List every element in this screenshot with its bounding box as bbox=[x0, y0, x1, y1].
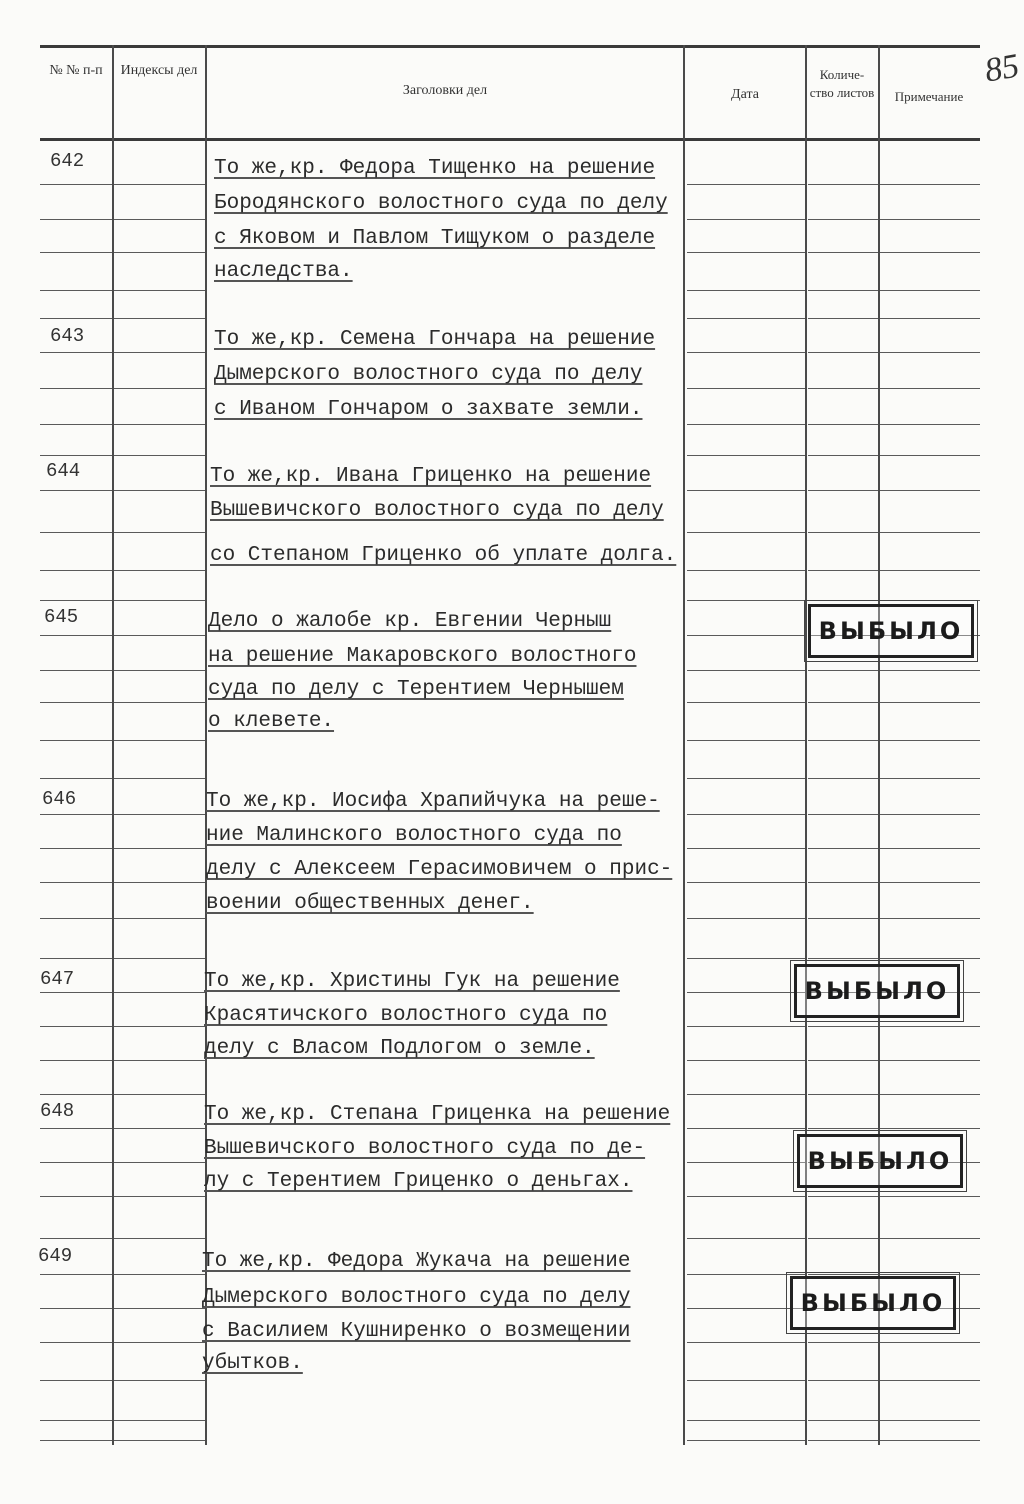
ruling-line bbox=[687, 1420, 805, 1421]
entry-line: То же,кр. Семена Гончара на решение bbox=[214, 328, 656, 351]
ruling-line bbox=[40, 1380, 112, 1381]
ruling-line bbox=[687, 635, 805, 636]
ruling-line bbox=[808, 882, 878, 883]
row-number: 649 bbox=[38, 1245, 73, 1267]
ruling-line bbox=[687, 219, 805, 220]
ruling-line bbox=[114, 958, 205, 959]
ruling-line bbox=[880, 958, 980, 959]
entry-line: с Иваном Гончаром о захвате земли. bbox=[214, 398, 643, 421]
ruling-line bbox=[808, 918, 878, 919]
ruling-line bbox=[40, 455, 112, 456]
ruling-line bbox=[808, 318, 878, 319]
ruling-line bbox=[687, 702, 805, 703]
ruling-line bbox=[114, 1128, 205, 1129]
ruling-line bbox=[114, 570, 205, 571]
ruling-line bbox=[808, 1274, 878, 1275]
ruling-line bbox=[687, 252, 805, 253]
ruling-line bbox=[880, 1128, 980, 1129]
ruling-line bbox=[40, 424, 112, 425]
ruling-line bbox=[687, 1238, 805, 1239]
ruling-line bbox=[808, 184, 878, 185]
ruling-line bbox=[880, 388, 980, 389]
ruling-line bbox=[40, 352, 112, 353]
ruling-line bbox=[114, 992, 205, 993]
ruling-line bbox=[40, 1162, 112, 1163]
ruling-line bbox=[808, 1196, 878, 1197]
ruling-line bbox=[40, 1238, 112, 1239]
ruling-line bbox=[808, 352, 878, 353]
ruling-line bbox=[114, 532, 205, 533]
ruling-line bbox=[687, 1308, 805, 1309]
entry-line: с Василием Кушниренко о возмещении bbox=[202, 1320, 631, 1343]
column-divider bbox=[683, 45, 685, 1445]
ruling-line bbox=[880, 702, 980, 703]
column-divider bbox=[805, 45, 807, 1445]
ruling-line bbox=[40, 848, 112, 849]
row-number: 648 bbox=[40, 1100, 75, 1122]
ruling-line bbox=[40, 1308, 112, 1309]
ruling-line bbox=[40, 1342, 112, 1343]
ruling-line bbox=[40, 1026, 112, 1027]
ruling-line bbox=[687, 352, 805, 353]
ruling-line bbox=[880, 1026, 980, 1027]
ruling-line bbox=[40, 814, 112, 815]
ruling-line bbox=[114, 778, 205, 779]
ruling-line bbox=[40, 570, 112, 571]
ruling-line bbox=[40, 600, 112, 601]
ruling-line bbox=[40, 918, 112, 919]
ruling-line bbox=[808, 1420, 878, 1421]
ruling-line bbox=[808, 1238, 878, 1239]
ruling-line bbox=[808, 570, 878, 571]
header-title: Заголовки дел bbox=[402, 83, 488, 98]
entry-line: Вышевичского волостного суда по делу bbox=[210, 499, 664, 522]
entry-line: с Яковом и Павлом Тищуком о разделе bbox=[214, 227, 656, 250]
header-note: Примечание bbox=[894, 89, 964, 104]
page-number: 85 bbox=[981, 47, 1022, 90]
ruling-line bbox=[687, 388, 805, 389]
entry-line: лу с Терентием Гриценко о деньгах. bbox=[204, 1170, 633, 1193]
entry-line: наследства. bbox=[214, 260, 353, 283]
ruling-line bbox=[40, 532, 112, 533]
entry-line: делу с Алексеем Герасимовичем о прис- bbox=[206, 858, 673, 881]
ruling-line bbox=[114, 1094, 205, 1095]
ruling-line bbox=[808, 702, 878, 703]
ruling-line bbox=[40, 670, 112, 671]
ruling-line bbox=[880, 318, 980, 319]
ruling-line bbox=[114, 1060, 205, 1061]
ruling-line bbox=[880, 1420, 980, 1421]
entry-line: То же,кр. Иосифа Храпийчука на реше- bbox=[206, 790, 660, 813]
ruling-line bbox=[880, 1060, 980, 1061]
ruling-line bbox=[687, 490, 805, 491]
ruling-line bbox=[114, 702, 205, 703]
ruling-line bbox=[40, 252, 112, 253]
entry-line: воении общественных денег. bbox=[206, 892, 534, 915]
ruling-line bbox=[114, 848, 205, 849]
ruling-line bbox=[40, 318, 112, 319]
ruling-line bbox=[880, 1094, 980, 1095]
ruling-line bbox=[880, 848, 980, 849]
ruling-line bbox=[40, 1060, 112, 1061]
ruling-line bbox=[114, 455, 205, 456]
ruling-line bbox=[687, 814, 805, 815]
ruling-line bbox=[880, 1196, 980, 1197]
ruling-line bbox=[687, 424, 805, 425]
ruling-line bbox=[808, 219, 878, 220]
ruling-line bbox=[114, 918, 205, 919]
header-sheets: Количе- ство листов bbox=[809, 67, 875, 100]
ruling-line bbox=[808, 814, 878, 815]
header-index: Индексы дел bbox=[120, 63, 198, 78]
ruling-line bbox=[687, 1026, 805, 1027]
ruling-line bbox=[808, 1342, 878, 1343]
ruling-line bbox=[40, 740, 112, 741]
ruling-line bbox=[808, 1380, 878, 1381]
ruling-line bbox=[808, 490, 878, 491]
ruling-line bbox=[880, 532, 980, 533]
ruling-line bbox=[40, 290, 112, 291]
entry-line: Бородянского волостного суда по делу bbox=[214, 192, 668, 215]
row-number: 643 bbox=[50, 325, 85, 347]
row-number: 646 bbox=[42, 788, 77, 810]
ruling-line bbox=[687, 1274, 805, 1275]
ruling-line bbox=[114, 740, 205, 741]
entry-line: Дело о жалобе кр. Евгении Черныш bbox=[208, 610, 612, 633]
ruling-line bbox=[808, 290, 878, 291]
ruling-line bbox=[880, 600, 980, 601]
column-divider bbox=[205, 45, 207, 1445]
ruling-line bbox=[880, 219, 980, 220]
ruling-line bbox=[114, 1196, 205, 1197]
entry-line: убытков. bbox=[202, 1352, 303, 1375]
ruling-line bbox=[880, 290, 980, 291]
ruling-line bbox=[808, 1440, 878, 1441]
ruling-line bbox=[808, 1026, 878, 1027]
ruling-line bbox=[114, 1380, 205, 1381]
row-number: 647 bbox=[40, 968, 75, 990]
entry-line: Дымерского волостного суда по делу bbox=[214, 363, 643, 386]
ruling-line bbox=[114, 290, 205, 291]
ruling-line bbox=[808, 424, 878, 425]
ruling-line bbox=[114, 1238, 205, 1239]
header-date: Дата bbox=[731, 87, 759, 102]
ruling-line bbox=[40, 635, 112, 636]
ruling-line bbox=[808, 252, 878, 253]
row-number: 645 bbox=[44, 606, 79, 628]
withdrawn-stamp: ВЫБЫЛО bbox=[790, 1276, 956, 1330]
ruling-line bbox=[114, 814, 205, 815]
entry-line: со Степаном Гриценко об уплате долга. bbox=[210, 544, 677, 567]
ruling-line bbox=[880, 570, 980, 571]
ruling-line bbox=[114, 219, 205, 220]
ruling-line bbox=[808, 532, 878, 533]
ruling-line bbox=[40, 882, 112, 883]
ruling-line bbox=[114, 424, 205, 425]
ruling-line bbox=[880, 184, 980, 185]
header-num: № № п-п bbox=[49, 63, 103, 78]
ruling-line bbox=[40, 1420, 112, 1421]
ruling-line bbox=[880, 424, 980, 425]
ruling-line bbox=[114, 318, 205, 319]
ruling-line bbox=[687, 532, 805, 533]
ruling-line bbox=[40, 778, 112, 779]
entry-line: То же,кр. Ивана Гриценко на решение bbox=[210, 465, 652, 488]
entry-line: То же,кр. Степана Гриценка на решение bbox=[204, 1103, 671, 1126]
ruling-line bbox=[40, 1196, 112, 1197]
ruling-line bbox=[880, 352, 980, 353]
ruling-line bbox=[40, 388, 112, 389]
ruling-line bbox=[114, 882, 205, 883]
ruling-line bbox=[687, 992, 805, 993]
ruling-line bbox=[40, 1274, 112, 1275]
entry-line: То же,кр. Федора Жукача на решение bbox=[202, 1250, 631, 1273]
ruling-line bbox=[687, 570, 805, 571]
ruling-line bbox=[114, 1274, 205, 1275]
ruling-line bbox=[880, 778, 980, 779]
ruling-line bbox=[687, 290, 805, 291]
ruling-line bbox=[808, 1094, 878, 1095]
row-number: 644 bbox=[46, 460, 81, 482]
entry-line: о клевете. bbox=[208, 710, 335, 733]
ruling-line bbox=[687, 1342, 805, 1343]
ruling-line bbox=[880, 1342, 980, 1343]
ruling-line bbox=[40, 219, 112, 220]
ruling-line bbox=[880, 740, 980, 741]
ruling-line bbox=[808, 778, 878, 779]
entry-line: Дымерского волостного суда по делу bbox=[202, 1286, 631, 1309]
ruling-line bbox=[687, 1094, 805, 1095]
ruling-line bbox=[114, 1026, 205, 1027]
table-top-rule bbox=[40, 45, 980, 48]
ruling-line bbox=[808, 670, 878, 671]
ruling-line bbox=[808, 600, 878, 601]
ruling-line bbox=[40, 1128, 112, 1129]
ruling-line bbox=[114, 1162, 205, 1163]
ruling-line bbox=[114, 388, 205, 389]
entry-line: делу с Власом Подлогом о земле. bbox=[204, 1037, 595, 1060]
ruling-line bbox=[114, 490, 205, 491]
ruling-line bbox=[808, 848, 878, 849]
entry-line: на решение Макаровского волостного bbox=[208, 645, 637, 668]
ruling-line bbox=[880, 1238, 980, 1239]
ruling-line bbox=[114, 1420, 205, 1421]
row-number: 642 bbox=[50, 150, 85, 172]
ruling-line bbox=[687, 918, 805, 919]
ruling-line bbox=[40, 1440, 112, 1441]
ruling-line bbox=[687, 958, 805, 959]
ruling-line bbox=[687, 848, 805, 849]
ruling-line bbox=[880, 882, 980, 883]
entry-line: суда по делу с Терентием Чернышем bbox=[208, 678, 624, 701]
ruling-line bbox=[40, 958, 112, 959]
ruling-line bbox=[114, 1342, 205, 1343]
ruling-line bbox=[687, 882, 805, 883]
ruling-line bbox=[808, 1060, 878, 1061]
ruling-line bbox=[808, 958, 878, 959]
ruling-line bbox=[880, 1380, 980, 1381]
ruling-line bbox=[114, 635, 205, 636]
column-divider bbox=[878, 45, 880, 1445]
ruling-line bbox=[114, 184, 205, 185]
ruling-line bbox=[687, 184, 805, 185]
ruling-line bbox=[114, 1308, 205, 1309]
ruling-line bbox=[687, 455, 805, 456]
withdrawn-stamp: ВЫБЫЛО bbox=[794, 964, 960, 1018]
ruling-line bbox=[880, 670, 980, 671]
ruling-line bbox=[880, 814, 980, 815]
ruling-line bbox=[808, 740, 878, 741]
ruling-line bbox=[687, 1060, 805, 1061]
ruling-line bbox=[687, 778, 805, 779]
ruling-line bbox=[880, 918, 980, 919]
entry-line: Вышевичского волостного суда по де- bbox=[204, 1137, 646, 1160]
ruling-line bbox=[880, 1440, 980, 1441]
ruling-line bbox=[880, 1274, 980, 1275]
ruling-line bbox=[114, 352, 205, 353]
ruling-line bbox=[687, 1162, 805, 1163]
ruling-line bbox=[687, 318, 805, 319]
ruling-line bbox=[808, 1128, 878, 1129]
ruling-line bbox=[880, 252, 980, 253]
entry-line: ние Малинского волостного суда по bbox=[206, 824, 622, 847]
ruling-line bbox=[808, 455, 878, 456]
ruling-line bbox=[114, 600, 205, 601]
withdrawn-stamp: ВЫБЫЛО bbox=[797, 1134, 963, 1188]
entry-line: Красятичского волостного суда по bbox=[204, 1004, 608, 1027]
ruling-line bbox=[880, 490, 980, 491]
ruling-line bbox=[687, 600, 805, 601]
entry-line: То же,кр. Христины Гук на решение bbox=[204, 970, 620, 993]
ruling-line bbox=[114, 1440, 205, 1441]
ruling-line bbox=[687, 740, 805, 741]
ruling-line bbox=[114, 670, 205, 671]
ruling-line bbox=[880, 455, 980, 456]
ruling-line bbox=[687, 1196, 805, 1197]
ruling-line bbox=[40, 702, 112, 703]
ruling-line bbox=[40, 184, 112, 185]
entry-line: То же,кр. Федора Тищенко на решение bbox=[214, 157, 656, 180]
ruling-line bbox=[808, 388, 878, 389]
ruling-line bbox=[687, 1380, 805, 1381]
ruling-line bbox=[40, 992, 112, 993]
ruling-line bbox=[40, 1094, 112, 1095]
ruling-line bbox=[114, 252, 205, 253]
header-bottom-rule bbox=[40, 138, 980, 141]
ruling-line bbox=[687, 670, 805, 671]
column-divider bbox=[112, 45, 114, 1445]
ruling-line bbox=[687, 1128, 805, 1129]
ruling-line bbox=[40, 490, 112, 491]
ruling-line bbox=[687, 1440, 805, 1441]
withdrawn-stamp: ВЫБЫЛО bbox=[808, 604, 974, 658]
